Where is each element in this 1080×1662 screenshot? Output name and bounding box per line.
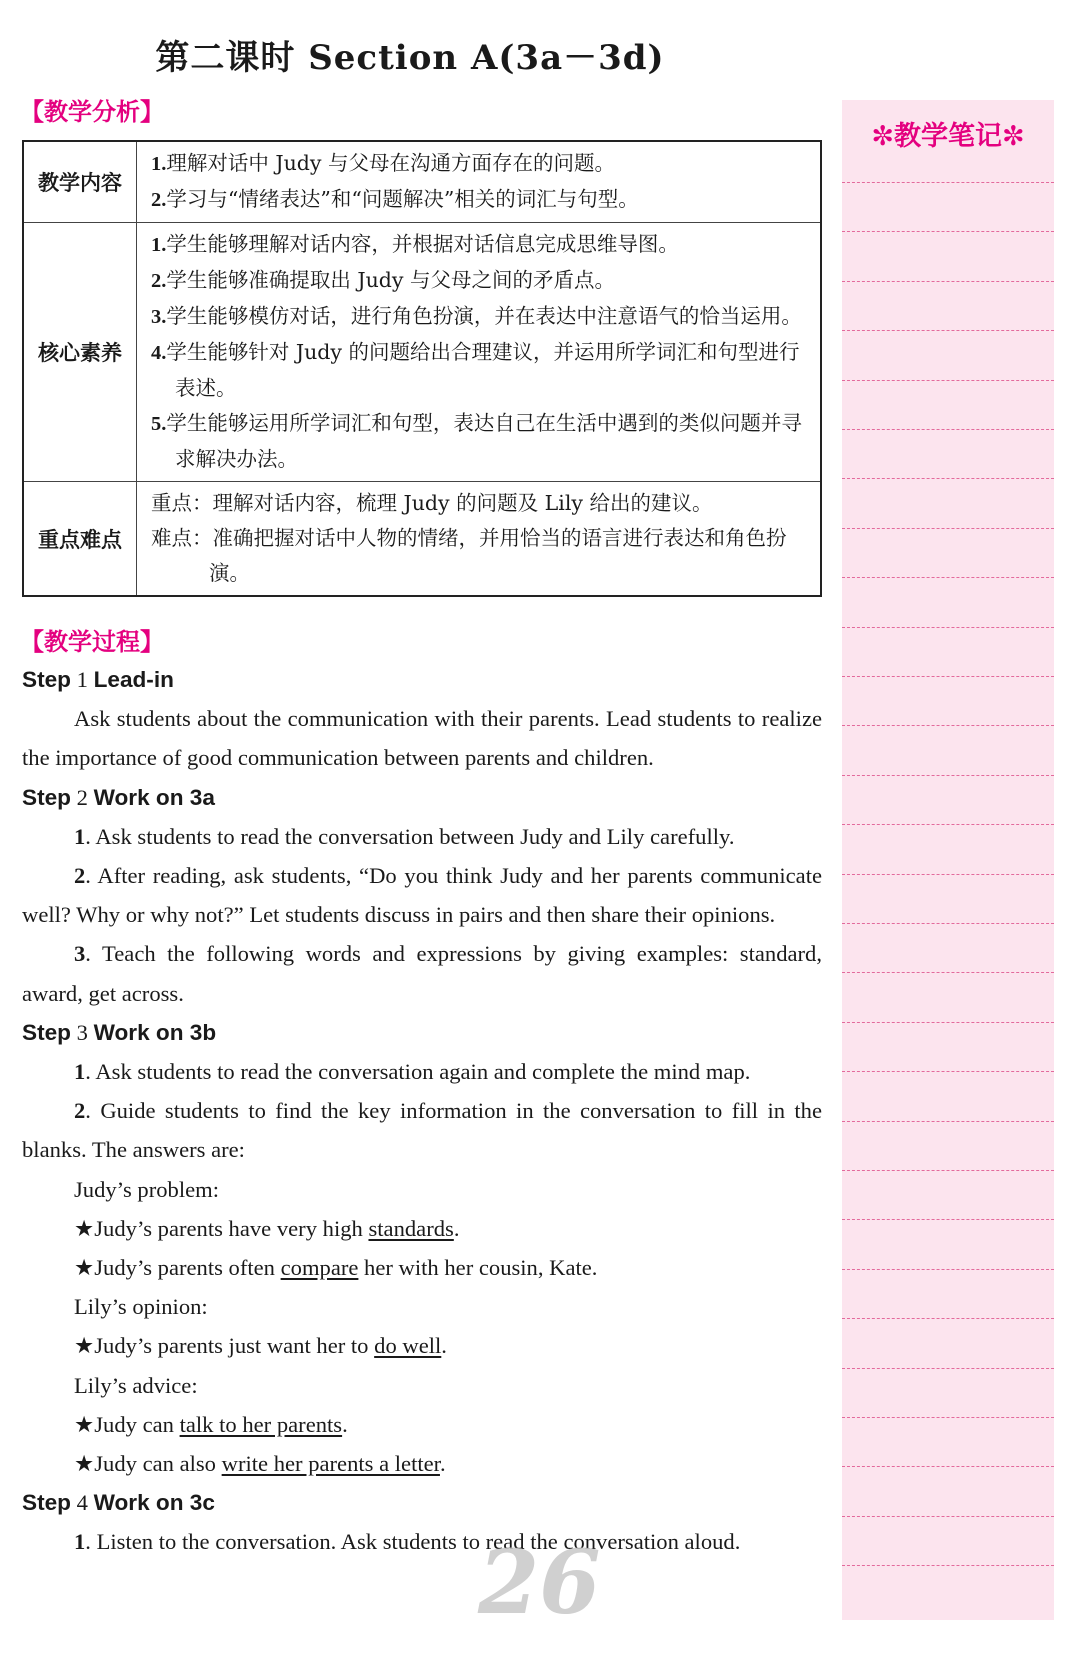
answer-line: ★Judy’s parents have very high standards. bbox=[74, 1215, 460, 1241]
answer-blank: write her parents a letter bbox=[221, 1451, 440, 1477]
list-item: 2. After reading, ask students, “Do you think Judy and her parents communicate well? Why or why not?” Let students discuss in pairs and then share their opinions. bbox=[22, 863, 822, 928]
note-rule-line bbox=[842, 1219, 1054, 1220]
note-rule-line bbox=[842, 478, 1054, 479]
analysis-table bbox=[22, 140, 822, 597]
page-number: 26 bbox=[478, 1530, 601, 1634]
table-row bbox=[23, 223, 821, 482]
note-rule-line bbox=[842, 281, 1054, 282]
row-key: 核心素养 bbox=[23, 223, 137, 482]
note-rule-line bbox=[842, 1466, 1054, 1467]
note-rule-line bbox=[842, 1565, 1054, 1566]
answer-blank: compare bbox=[280, 1255, 359, 1281]
list-item: 3.学生能够模仿对话，进行角色扮演，并在表达中注意语气的恰当运用。 bbox=[151, 304, 802, 328]
analysis-heading: 【教学分析】 bbox=[20, 97, 164, 126]
answer-line: ★Judy can also write her parents a letter. bbox=[74, 1451, 446, 1477]
note-rule-line bbox=[842, 577, 1054, 578]
row-value bbox=[137, 141, 822, 223]
note-rule-line bbox=[842, 429, 1054, 430]
list-item: 2.学生能够准确提取出 Judy 与父母之间的矛盾点。 bbox=[151, 268, 616, 292]
page-title: 第二课时 Section A(3a－3d) bbox=[155, 38, 665, 78]
table-row bbox=[23, 141, 821, 223]
step-heading: Step 4 Work on 3c bbox=[22, 1490, 215, 1516]
note-rule-line bbox=[842, 182, 1054, 183]
process-heading: 【教学过程】 bbox=[20, 627, 164, 656]
list-item: 1. Ask students to read the conversation again and complete the mind map. bbox=[74, 1059, 751, 1085]
note-rule-line bbox=[842, 1417, 1054, 1418]
answer-label: Lily’s advice: bbox=[74, 1372, 198, 1398]
notes-title: ✼教学笔记✼ bbox=[871, 121, 1025, 152]
note-rule-line bbox=[842, 1269, 1054, 1270]
list-item: 难点：准确把握对话中人物的情绪，并用恰当的语言进行表达和角色扮演。 bbox=[151, 526, 787, 585]
note-rule-line bbox=[842, 972, 1054, 973]
answer-blank: talk to her parents bbox=[179, 1411, 343, 1437]
list-item: 2.学习与“情绪表达”和“问题解决”相关的词汇与句型。 bbox=[151, 187, 639, 211]
paragraph: Ask students about the communication with their parents. Lead students to realize the importance of good communication between parents and children. bbox=[22, 706, 822, 771]
row-key: 教学内容 bbox=[23, 141, 137, 223]
note-rule-line bbox=[842, 1022, 1054, 1023]
row-value bbox=[137, 482, 822, 597]
note-rule-line bbox=[842, 627, 1054, 628]
step-heading: Step 1 Lead-in bbox=[22, 667, 174, 692]
list-item: 5.学生能够运用所学词汇和句型，表达自己在生活中遇到的类似问题并寻求解决办法。 bbox=[151, 411, 802, 471]
step-heading: Step 3 Work on 3b bbox=[22, 1019, 217, 1045]
list-item: 4.学生能够针对 Judy 的问题给出合理建议，并运用所学词汇和句型进行表述。 bbox=[151, 340, 800, 400]
note-rule-line bbox=[842, 676, 1054, 677]
answer-line: ★Judy’s parents often compare her with her cousin, Kate. bbox=[74, 1255, 598, 1281]
list-item: 重点：理解对话内容，梳理 Judy 的问题及 Lily 给出的建议。 bbox=[151, 491, 713, 515]
process-body bbox=[22, 660, 822, 1562]
answer-label: Lily’s opinion: bbox=[74, 1294, 208, 1320]
note-rule-line bbox=[842, 1516, 1054, 1517]
list-item: 1. Ask students to read the conversation between Judy and Lily carefully. bbox=[74, 823, 735, 849]
notes-panel bbox=[842, 100, 1054, 1620]
note-rule-line bbox=[842, 1368, 1054, 1369]
note-rule-line bbox=[842, 231, 1054, 232]
note-rule-line bbox=[842, 725, 1054, 726]
table-row bbox=[23, 482, 821, 597]
list-item: 1.理解对话中 Judy 与父母在沟通方面存在的问题。 bbox=[151, 151, 616, 175]
note-rule-line bbox=[842, 1121, 1054, 1122]
list-item: 2. Guide students to find the key information in the conversation to fill in the blanks. The answers are: bbox=[22, 1098, 822, 1163]
note-rule-line bbox=[842, 824, 1054, 825]
note-rule-line bbox=[842, 923, 1054, 924]
row-key: 重点难点 bbox=[23, 482, 137, 597]
note-rule-line bbox=[842, 775, 1054, 776]
note-rule-line bbox=[842, 1318, 1054, 1319]
note-rule-line bbox=[842, 1170, 1054, 1171]
note-rule-line bbox=[842, 528, 1054, 529]
step-heading: Step 2 Work on 3a bbox=[22, 784, 215, 810]
note-rule-line bbox=[842, 330, 1054, 331]
note-rule-line bbox=[842, 1071, 1054, 1072]
answer-label: Judy’s problem: bbox=[74, 1176, 219, 1202]
answer-blank: standards bbox=[368, 1215, 454, 1241]
answer-line: ★Judy’s parents just want her to do well. bbox=[74, 1333, 447, 1359]
note-rule-line bbox=[842, 874, 1054, 875]
list-item: 1.学生能够理解对话内容，并根据对话信息完成思维导图。 bbox=[151, 232, 679, 256]
note-rule-line bbox=[842, 380, 1054, 381]
list-item: 1. Listen to the conversation. Ask students to read the conversation aloud. bbox=[74, 1529, 741, 1555]
answer-blank: do well bbox=[374, 1333, 442, 1359]
row-value bbox=[137, 223, 822, 482]
list-item: 3. Teach the following words and expressions by giving examples: standard, award, get across. bbox=[22, 941, 822, 1006]
answer-line: ★Judy can talk to her parents. bbox=[74, 1411, 348, 1437]
